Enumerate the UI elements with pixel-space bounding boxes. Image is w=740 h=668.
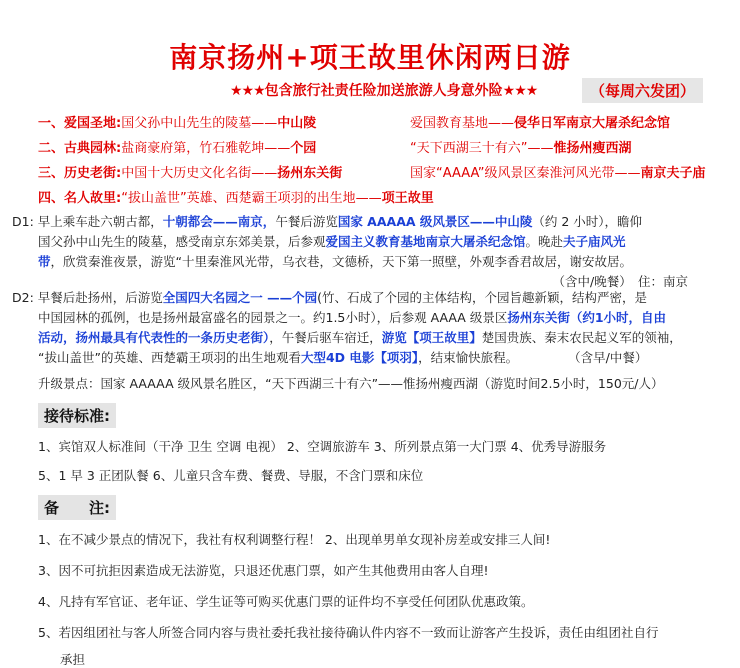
note-item: 4、凡持有军官证、老年证、学生证等可购买优惠门票的证件均不享受任何团队优惠政策。 [38, 594, 534, 609]
day1-note: （含中/晚餐） 住：南京 [552, 274, 688, 289]
departure-badge: （每周六发团） [582, 78, 703, 103]
standards-heading: 接待标准: [38, 403, 116, 428]
notes-heading: 备 注: [38, 495, 116, 520]
day2-note: （含早/中餐） [568, 350, 648, 365]
upgrade-line: 升级景点：国家 AAAAA 级风景名胜区，“天下西湖三十有六”——惟扬州瘦西湖（游览时间2.5小时，150元/人） [38, 376, 664, 391]
highlight-row-2: 二、古典园林:盐商豪府第，竹石雅乾坤——个园 [38, 141, 317, 156]
note-item: 承担 [60, 652, 86, 667]
note-item: 5、若因组团社与客人所签合同内容与贵社委托我社接待确认件内容不一致而让游客产生投诉，责任由组团社自行 [38, 625, 659, 640]
subtitle [230, 80, 537, 100]
highlight-row-1: 一、爱国圣地:国父孙中山先生的陵墓——中山陵 [38, 116, 317, 131]
note-item: 1、在不减少景点的情况下，我社有权利调整行程！ 2、出现单男单女现补房差或安排三人间! [38, 532, 551, 547]
star-icons-left: ★★★ [230, 83, 265, 99]
day1-label: D1: [12, 214, 34, 229]
star-icons-right: ★★★ [502, 83, 538, 99]
day2-itinerary: D2: 早餐后赴扬州，后游览全国四大名园之一 ——个园(竹、石成了个园的主体结构，个园旨趣新颖，结构严密，是 中国园林的孤例，也是扬州最富盛名的园景之一。约1.5小时），后参观 AAAA 级景区扬州东关街（约1小时，自由 活动，扬州最具有代表性的一条历史老街），午餐后驱车宿迁，游览【项王故里】楚国贵族、秦末农民起义军的领袖， “拔山盖世”的英雄、西楚霸王项羽的出生地观看大型4D 电影【项羽】，结束愉快旅程。 （含早/中餐） [12, 290, 682, 365]
page-title: 南京扬州+项王故里休闲两日游 [169, 41, 571, 74]
standards-line-2: 5、1 早 3 正团队餐 6、儿童只含车费、餐费、导服，不含门票和床位 [38, 468, 424, 483]
highlight-row-2-right: “天下西湖三十有六”——惟扬州瘦西湖 [410, 141, 632, 156]
highlight-row-3-right: 国家“AAAA”级风景区秦淮河风光带——南京夫子庙 [410, 166, 706, 181]
day1-itinerary: D1: 早上乘车赴六朝古都，十朝都会——南京，午餐后游览国家 AAAAA 级风景区——中山陵（约 2 小时），瞻仰 国父孙中山先生的陵墓，感受南京东郊美景，后参观爱国主义教育基地南京大屠杀纪念馆。晚赴夫子庙风光 带，欣赏秦淮夜景，游览“十里秦淮风光带，乌衣巷，文德桥，天下第一照壁，外观李香君故居，谢安故居。 （含中/晚餐） 住：南京 [12, 212, 728, 292]
day2-label: D2: [12, 290, 34, 305]
highlight-row-1-right: 爱国教育基地——侵华日军南京大屠杀纪念馆 [410, 116, 671, 131]
standards-line-1: 1、宾馆双人标准间（干净 卫生 空调 电视） 2、空调旅游车 3、所列景点第一大门票 4、优秀导游服务 [38, 439, 607, 454]
subtitle-text: 包含旅行社责任险加送旅游人身意外险 [264, 83, 503, 99]
highlight-row-4: 四、名人故里:“拔山盖世”英雄、西楚霸王项羽的出生地——项王故里 [38, 191, 434, 206]
highlight-row-3: 三、历史老街:中国十大历史文化名街——扬州东关街 [38, 166, 343, 181]
note-item: 3、因不可抗拒因素造成无法游览，只退还优惠门票，如产生其他费用由客人自理! [38, 563, 489, 578]
